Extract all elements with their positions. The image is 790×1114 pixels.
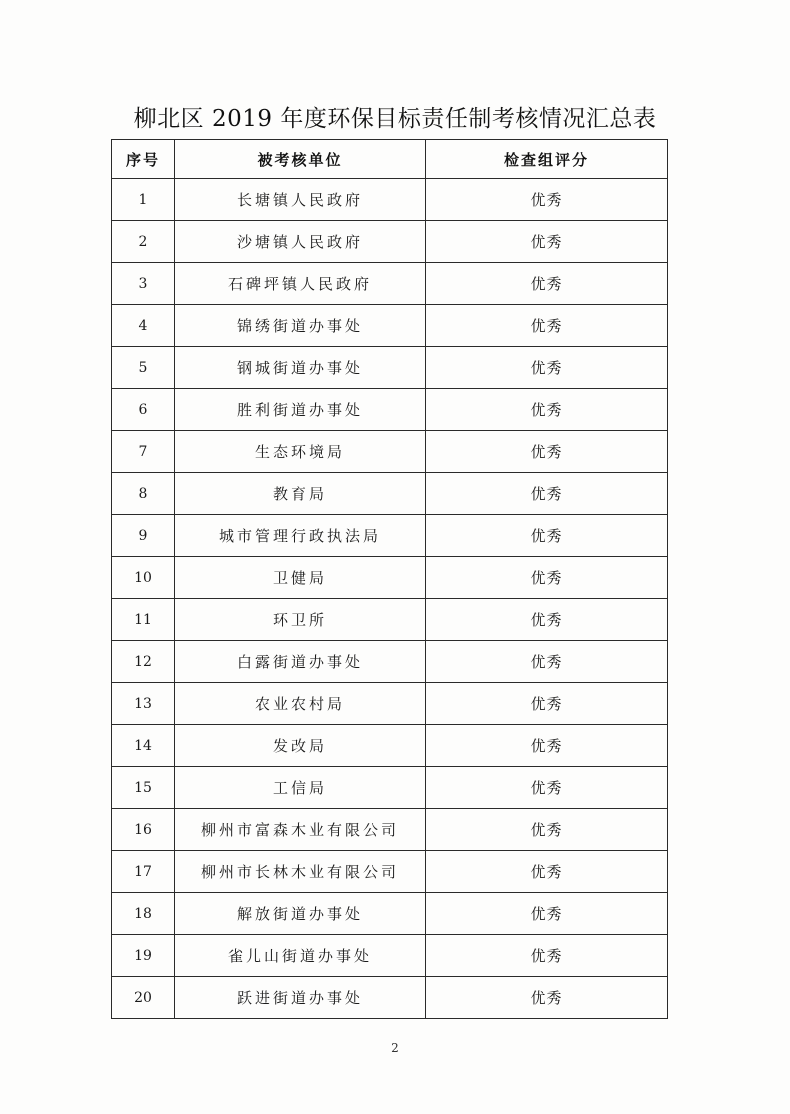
assessed-unit-cell: 卫健局 (175, 557, 426, 599)
inspection-score-cell: 优秀 (426, 305, 668, 347)
inspection-score-cell: 优秀 (426, 935, 668, 977)
inspection-score-cell: 优秀 (426, 557, 668, 599)
serial-number-cell: 7 (112, 431, 175, 473)
table-row (112, 935, 668, 977)
assessed-unit-cell: 工信局 (175, 767, 426, 809)
serial-number-cell: 15 (112, 767, 175, 809)
serial-number-cell: 10 (112, 557, 175, 599)
assessed-unit-cell: 胜利街道办事处 (175, 389, 426, 431)
serial-number-cell: 2 (112, 221, 175, 263)
table-row (112, 389, 668, 431)
table-row (112, 431, 668, 473)
assessed-unit-cell: 农业农村局 (175, 683, 426, 725)
inspection-score-cell: 优秀 (426, 431, 668, 473)
table-row (112, 809, 668, 851)
serial-number-cell: 19 (112, 935, 175, 977)
assessed-unit-cell: 雀儿山街道办事处 (175, 935, 426, 977)
table-row (112, 767, 668, 809)
inspection-score-cell: 优秀 (426, 263, 668, 305)
inspection-score-cell: 优秀 (426, 641, 668, 683)
serial-number-cell: 6 (112, 389, 175, 431)
assessed-unit-cell: 跃进街道办事处 (175, 977, 426, 1019)
inspection-score-cell: 优秀 (426, 683, 668, 725)
inspection-score-cell: 优秀 (426, 893, 668, 935)
column-header-serial-number: 序号 (112, 140, 175, 179)
table-row (112, 263, 668, 305)
page-number: 2 (391, 1041, 399, 1055)
column-header-inspection-score: 检查组评分 (426, 140, 668, 179)
serial-number-cell: 8 (112, 473, 175, 515)
serial-number-cell: 1 (112, 179, 175, 221)
assessed-unit-cell: 发改局 (175, 725, 426, 767)
table-row (112, 179, 668, 221)
serial-number-cell: 12 (112, 641, 175, 683)
assessed-unit-cell: 城市管理行政执法局 (175, 515, 426, 557)
inspection-score-cell: 优秀 (426, 515, 668, 557)
serial-number-cell: 14 (112, 725, 175, 767)
inspection-score-cell: 优秀 (426, 977, 668, 1019)
serial-number-cell: 13 (112, 683, 175, 725)
inspection-score-cell: 优秀 (426, 767, 668, 809)
assessed-unit-cell: 石碑坪镇人民政府 (175, 263, 426, 305)
table-row (112, 515, 668, 557)
table-row (112, 641, 668, 683)
table-row (112, 221, 668, 263)
inspection-score-cell: 优秀 (426, 389, 668, 431)
serial-number-cell: 9 (112, 515, 175, 557)
assessed-unit-cell: 教育局 (175, 473, 426, 515)
inspection-score-cell: 优秀 (426, 221, 668, 263)
table-row (112, 599, 668, 641)
table-row (112, 851, 668, 893)
table-header (112, 140, 668, 179)
document-title: 柳北区 2019 年度环保目标责任制考核情况汇总表 (133, 106, 657, 132)
serial-number-cell: 18 (112, 893, 175, 935)
table-row (112, 473, 668, 515)
table-row (112, 557, 668, 599)
assessed-unit-cell: 柳州市长林木业有限公司 (175, 851, 426, 893)
table-body (112, 179, 668, 1019)
table-row (112, 725, 668, 767)
inspection-score-cell: 优秀 (426, 179, 668, 221)
assessed-unit-cell: 环卫所 (175, 599, 426, 641)
table-row (112, 347, 668, 389)
table-header-row (112, 140, 668, 179)
table-row (112, 683, 668, 725)
serial-number-cell: 5 (112, 347, 175, 389)
assessed-unit-cell: 柳州市富森木业有限公司 (175, 809, 426, 851)
column-header-assessed-unit: 被考核单位 (175, 140, 426, 179)
assessed-unit-cell: 解放街道办事处 (175, 893, 426, 935)
assessed-unit-cell: 沙塘镇人民政府 (175, 221, 426, 263)
serial-number-cell: 16 (112, 809, 175, 851)
serial-number-cell: 17 (112, 851, 175, 893)
assessed-unit-cell: 锦绣街道办事处 (175, 305, 426, 347)
inspection-score-cell: 优秀 (426, 347, 668, 389)
inspection-score-cell: 优秀 (426, 599, 668, 641)
table-row (112, 977, 668, 1019)
assessed-unit-cell: 白露街道办事处 (175, 641, 426, 683)
serial-number-cell: 20 (112, 977, 175, 1019)
assessment-summary-table (111, 139, 668, 1019)
assessed-unit-cell: 生态环境局 (175, 431, 426, 473)
assessed-unit-cell: 长塘镇人民政府 (175, 179, 426, 221)
inspection-score-cell: 优秀 (426, 851, 668, 893)
inspection-score-cell: 优秀 (426, 725, 668, 767)
assessed-unit-cell: 钢城街道办事处 (175, 347, 426, 389)
table-row (112, 305, 668, 347)
serial-number-cell: 4 (112, 305, 175, 347)
table-row (112, 893, 668, 935)
serial-number-cell: 3 (112, 263, 175, 305)
inspection-score-cell: 优秀 (426, 809, 668, 851)
inspection-score-cell: 优秀 (426, 473, 668, 515)
serial-number-cell: 11 (112, 599, 175, 641)
